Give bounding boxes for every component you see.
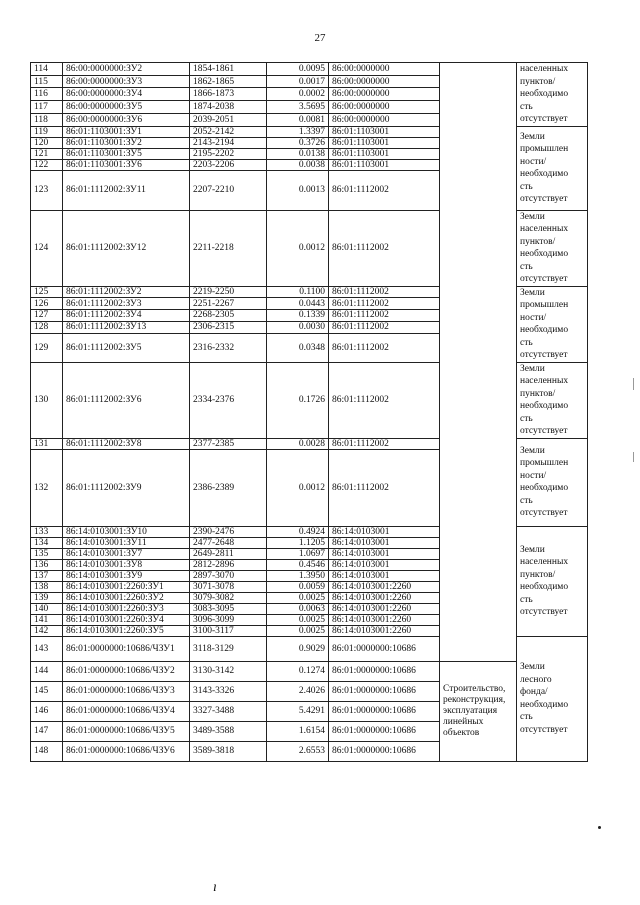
area-hectares: 0.3726 [267,137,329,148]
area-hectares: 0.0012 [267,210,329,286]
cadastral-number: 86:01:1112002:ЗУ3 [63,298,190,310]
cadastral-quarter: 86:14:0103001:2260 [329,603,440,614]
cadastral-number: 86:14:0103001:2260:ЗУ2 [63,592,190,603]
area-hectares: 0.0025 [267,625,329,636]
point-range: 2211-2218 [190,210,267,286]
row-number: 131 [31,438,63,449]
cadastral-quarter: 86:01:1103001 [329,137,440,148]
row-number: 117 [31,101,63,114]
row-number: 124 [31,210,63,286]
cadastral-number: 86:00:0000000:ЗУ2 [63,63,190,76]
point-range: 3327-3488 [190,701,267,721]
row-number: 135 [31,548,63,559]
cadastral-number: 86:00:0000000:ЗУ6 [63,113,190,126]
row-number: 127 [31,310,63,322]
point-range: 3096-3099 [190,614,267,625]
land-category-cell [517,636,588,761]
cadastral-quarter: 86:01:1103001 [329,159,440,170]
cadastral-quarter: 86:14:0103001 [329,559,440,570]
cadastral-quarter: 86:01:1112002 [329,170,440,210]
area-hectares: 0.0025 [267,592,329,603]
point-range: 1866-1873 [190,88,267,101]
cadastral-quarter: 86:01:1112002 [329,438,440,449]
cadastral-number: 86:01:1112002:ЗУ9 [63,449,190,526]
cadastral-number: 86:14:0103001:2260:ЗУ5 [63,625,190,636]
cadastral-quarter: 86:01:1112002 [329,321,440,333]
area-hectares: 0.0030 [267,321,329,333]
row-number: 116 [31,88,63,101]
cadastral-quarter: 86:01:1112002 [329,298,440,310]
row-number: 139 [31,592,63,603]
row-number: 143 [31,636,63,661]
cadastral-quarter: 86:01:0000000:10686 [329,636,440,661]
point-range: 2203-2206 [190,159,267,170]
cadastral-number: 86:01:0000000:10686/ЧЗУ4 [63,701,190,721]
cadastral-number: 86:01:0000000:10686/ЧЗУ1 [63,636,190,661]
row-number: 138 [31,581,63,592]
cadastral-number: 86:01:1112002:ЗУ5 [63,333,190,362]
land-category-cell [517,438,588,526]
row-number: 125 [31,286,63,298]
point-range: 1874-2038 [190,101,267,114]
land-category-cell [517,526,588,636]
cadastral-quarter: 86:01:0000000:10686 [329,661,440,681]
cadastral-number: 86:14:0103001:2260:ЗУ1 [63,581,190,592]
point-range: 2377-2385 [190,438,267,449]
land-category-text: Земли населенных пунктов/ необходимо сть отсутствует [520,363,569,436]
cadastral-quarter: 86:01:1112002 [329,310,440,322]
table-row [31,661,588,681]
cadastral-number: 86:01:1103001:ЗУ6 [63,159,190,170]
cadastral-number: 86:01:0000000:10686/ЧЗУ5 [63,721,190,741]
area-hectares: 0.0038 [267,159,329,170]
scan-edge-mark [633,378,634,390]
point-range: 2897-3070 [190,570,267,581]
area-hectares: 1.1205 [267,537,329,548]
land-category-text: Земли населенных пунктов/ необходимо сть отсутствует [520,544,569,617]
area-hectares: 0.0002 [267,88,329,101]
cadastral-quarter: 86:14:0103001:2260 [329,614,440,625]
cadastral-number: 86:14:0103001:ЗУ9 [63,570,190,581]
point-range: 2386-2389 [190,449,267,526]
point-range: 3143-3326 [190,681,267,701]
land-category-text: Земли населенных пунктов/ необходимо сть отсутствует [520,211,569,284]
cadastral-quarter: 86:14:0103001 [329,570,440,581]
cadastral-number: 86:14:0103001:2260:ЗУ4 [63,614,190,625]
row-number: 114 [31,63,63,76]
row-number: 118 [31,113,63,126]
point-range: 2219-2250 [190,286,267,298]
cadastral-number: 86:01:1112002:ЗУ2 [63,286,190,298]
cadastral-quarter: 86:14:0103001:2260 [329,581,440,592]
row-number: 133 [31,526,63,537]
land-category-text: Земли промышлен ности/ необходимо сть отсутствует [520,445,569,518]
cadastral-number: 86:01:0000000:10686/ЧЗУ3 [63,681,190,701]
cadastral-quarter: 86:01:1112002 [329,362,440,438]
row-number: 134 [31,537,63,548]
area-hectares: 0.0013 [267,170,329,210]
cadastral-quarter: 86:01:1112002 [329,333,440,362]
point-range: 2649-2811 [190,548,267,559]
row-number: 122 [31,159,63,170]
scan-dot [598,826,601,829]
scan-edge-mark [633,452,634,462]
cadastral-number: 86:01:1112002:ЗУ8 [63,438,190,449]
area-hectares: 2.6553 [267,741,329,761]
cadastral-number: 86:01:1112002:ЗУ12 [63,210,190,286]
row-number: 142 [31,625,63,636]
land-category-text: Земли лесного фонда/ необходимо сть отсутствует [520,662,569,735]
area-hectares: 3.5695 [267,101,329,114]
area-hectares: 0.0059 [267,581,329,592]
cadastral-number: 86:01:1112002:ЗУ11 [63,170,190,210]
area-hectares: 0.0081 [267,113,329,126]
point-range: 3079-3082 [190,592,267,603]
row-number: 146 [31,701,63,721]
point-range: 2039-2051 [190,113,267,126]
cadastral-quarter: 86:00:0000000 [329,113,440,126]
cadastral-number: 86:14:0103001:ЗУ7 [63,548,190,559]
area-hectares: 0.1726 [267,362,329,438]
row-number: 145 [31,681,63,701]
point-range: 1854-1861 [190,63,267,76]
signature-mark: ı [213,880,217,895]
land-category-text: Земли промышлен ности/ необходимо сть отсутствует [520,287,569,360]
row-number: 147 [31,721,63,741]
row-number: 119 [31,126,63,137]
point-range: 3489-3588 [190,721,267,741]
cadastral-number: 86:14:0103001:ЗУ10 [63,526,190,537]
point-range: 2390-2476 [190,526,267,537]
cadastral-quarter: 86:01:1112002 [329,286,440,298]
cadastral-quarter: 86:14:0103001:2260 [329,592,440,603]
land-category-text: Земли промышлен ности/ необходимо сть отсутствует [520,131,569,204]
area-hectares: 0.1274 [267,661,329,681]
land-category-cell [517,362,588,438]
row-number: 123 [31,170,63,210]
row-number: 137 [31,570,63,581]
area-hectares: 0.1339 [267,310,329,322]
cadastral-quarter: 86:01:1103001 [329,148,440,159]
page-number: 27 [314,32,326,44]
cadastral-quarter: 86:14:0103001 [329,537,440,548]
cadastral-quarter: 86:14:0103001:2260 [329,625,440,636]
cadastral-quarter: 86:01:0000000:10686 [329,701,440,721]
land-category-cell [517,210,588,286]
area-hectares: 0.0017 [267,75,329,88]
point-range: 2268-2305 [190,310,267,322]
row-number: 140 [31,603,63,614]
row-number: 141 [31,614,63,625]
cadastral-quarter: 86:01:1112002 [329,449,440,526]
row-number: 144 [31,661,63,681]
cadastral-quarter: 86:14:0103001 [329,548,440,559]
purpose-cell-empty [440,63,517,662]
cadastral-quarter: 86:00:0000000 [329,75,440,88]
area-hectares: 0.0095 [267,63,329,76]
cadastral-number: 86:01:1103001:ЗУ2 [63,137,190,148]
point-range: 2207-2210 [190,170,267,210]
row-number: 148 [31,741,63,761]
area-hectares: 0.1100 [267,286,329,298]
cadastral-number: 86:00:0000000:ЗУ4 [63,88,190,101]
area-hectares: 0.0012 [267,449,329,526]
cadastral-number: 86:01:1112002:ЗУ13 [63,321,190,333]
cadastral-number: 86:00:0000000:ЗУ5 [63,101,190,114]
area-hectares: 0.0063 [267,603,329,614]
point-range: 2334-2376 [190,362,267,438]
land-category-text: населенных пунктов/ необходимо сть отсутствует [520,64,569,124]
row-number: 136 [31,559,63,570]
cadastral-quarter: 86:01:1112002 [329,210,440,286]
point-range: 2316-2332 [190,333,267,362]
row-number: 120 [31,137,63,148]
land-category-cell [517,286,588,362]
row-number: 126 [31,298,63,310]
point-range: 3130-3142 [190,661,267,681]
cadastral-number: 86:00:0000000:ЗУ3 [63,75,190,88]
cadastral-quarter: 86:00:0000000 [329,63,440,76]
cadastral-number: 86:01:1112002:ЗУ6 [63,362,190,438]
cadastral-number: 86:01:0000000:10686/ЧЗУ6 [63,741,190,761]
point-range: 3589-3818 [190,741,267,761]
area-hectares: 0.0348 [267,333,329,362]
point-range: 3118-3129 [190,636,267,661]
point-range: 2306-2315 [190,321,267,333]
area-hectares: 0.4546 [267,559,329,570]
point-range: 2251-2267 [190,298,267,310]
point-range: 2143-2194 [190,137,267,148]
area-hectares: 1.6154 [267,721,329,741]
cadastral-number: 86:14:0103001:ЗУ11 [63,537,190,548]
area-hectares: 0.0138 [267,148,329,159]
cadastral-quarter: 86:14:0103001 [329,526,440,537]
cadastral-quarter: 86:00:0000000 [329,101,440,114]
point-range: 1862-1865 [190,75,267,88]
point-range: 3071-3078 [190,581,267,592]
cadastral-number: 86:14:0103001:2260:ЗУ3 [63,603,190,614]
point-range: 2052-2142 [190,126,267,137]
cadastral-quarter: 86:00:0000000 [329,88,440,101]
point-range: 3100-3117 [190,625,267,636]
cadastral-quarter: 86:01:0000000:10686 [329,681,440,701]
point-range: 3083-3095 [190,603,267,614]
cadastral-quarter: 86:01:1103001 [329,126,440,137]
row-number: 121 [31,148,63,159]
row-number: 132 [31,449,63,526]
cadastral-number: 86:01:1103001:ЗУ5 [63,148,190,159]
cadastral-number: 86:01:1103001:ЗУ1 [63,126,190,137]
cadastral-number: 86:01:0000000:10686/ЧЗУ2 [63,661,190,681]
cadastral-number: 86:01:1112002:ЗУ4 [63,310,190,322]
area-hectares: 5.4291 [267,701,329,721]
land-category-cell [517,126,588,210]
cadastral-quarter: 86:01:0000000:10686 [329,741,440,761]
land-plots-table [30,62,588,762]
area-hectares: 1.0697 [267,548,329,559]
point-range: 2812-2896 [190,559,267,570]
row-number: 130 [31,362,63,438]
purpose-cell: Строительство, реконструкция, эксплуатация линейных объектов [440,661,517,761]
point-range: 2195-2202 [190,148,267,159]
cadastral-quarter: 86:01:0000000:10686 [329,721,440,741]
land-category-cell [517,63,588,127]
row-number: 129 [31,333,63,362]
cadastral-number: 86:14:0103001:ЗУ8 [63,559,190,570]
table-row [31,63,588,76]
area-hectares: 2.4026 [267,681,329,701]
area-hectares: 0.4924 [267,526,329,537]
area-hectares: 1.3950 [267,570,329,581]
area-hectares: 1.3397 [267,126,329,137]
row-number: 115 [31,75,63,88]
row-number: 128 [31,321,63,333]
area-hectares: 0.0443 [267,298,329,310]
area-hectares: 0.9029 [267,636,329,661]
area-hectares: 0.0025 [267,614,329,625]
point-range: 2477-2648 [190,537,267,548]
area-hectares: 0.0028 [267,438,329,449]
